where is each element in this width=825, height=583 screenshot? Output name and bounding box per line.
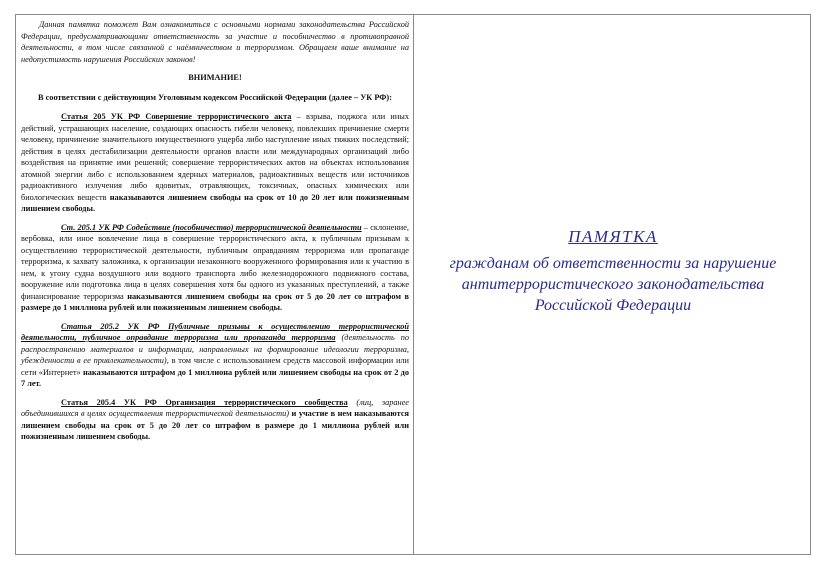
left-panel: [21, 19, 409, 450]
article-body: – склонение, вербовка, или иное вовлечение лица в совершение террористического акта, к публичным призывам к осуществлению террористической деятельности, публичным оправданиям терроризма или пропаганде терроризма, к захвату заложника, к организации незаконного вооруженного формирования или к участию в нем, к угону судна воздушного или водного транспорта либо железнодорожного подвижного состава, вооружение или подготовка лица в целях совершения хотя бы одного из указанных преступлений, а также финансирование терроризма: [21, 222, 409, 301]
cover-subtitle: гражданам об ответственности за нарушение антитеррористического законодательства Российской Федерации: [449, 255, 777, 314]
article-205-2: [21, 321, 409, 390]
article-heading: Статья 205.4 УК РФ Организация террористического сообщества: [61, 397, 348, 407]
article-penalty: наказываются лишением свободы на срок от 10 до 20 лет или пожизненным лишением свободы.: [21, 192, 410, 213]
warning-heading: ВНИМАНИЕ!: [188, 73, 242, 82]
cover-panel: [414, 15, 812, 554]
article-heading: Статья 205 УК РФ Совершение террористического акта: [61, 112, 292, 121]
article-note: (лиц, заранее объединившихся в целях осуществления террористической деятельности): [21, 397, 409, 418]
article-penalty: наказываются лишением свободы на срок от 5 до 20 лет со штрафом в размере до 1 миллиона рублей или пожизненным лишением свободы.: [21, 291, 409, 312]
article-205-1: [21, 222, 409, 314]
article-heading: Ст. 205.1 УК РФ Содействие (пособничество) террористической деятельности: [61, 222, 362, 232]
article-body: – взрыва, поджога или иных действий, устрашающих население, создающих опасность гибели человеку, повлекших причинение смерти человеку, причинение значительного имущественного ущерба либо наступление иных тяжких последствий; действия в целях дестабилизации деятельности органов власти или международных организаций либо воздействия на принятие ими решений; совершение террористических актов на объектах использования атомной энергии либо с использованием ядерных материалов, радиоактивных веществ или источников радиоактивного излучения либо ядовитых, отравляющих, токсичных, опасных химических или биологических веществ: [21, 112, 409, 202]
article-heading: Статья 205.2 УК РФ Публичные призывы к осуществлению террористической деятельности, публичное оправдание терроризма или пропаганда терроризма: [21, 321, 409, 342]
code-subheading: В соответствии с действующим Уголовным кодексом Российской Федерации (далее – УК РФ):: [38, 92, 392, 102]
leaflet-sheet: [15, 14, 811, 555]
article-205: [21, 111, 409, 215]
cover-title: ПАМЯТКА: [568, 227, 658, 246]
article-body: , в том числе с использованием средств массовой информации или сети «Интернет»: [21, 356, 410, 377]
article-205-4: [21, 397, 409, 443]
article-note: (деятельность по распространению материалов и информации, направленных на формирование идеологии терроризма, убежденности в ее привлекательности): [21, 333, 410, 365]
article-penalty: наказываются штрафом до 1 миллиона рублей или лишением свободы на срок от 2 до 7 лет.: [21, 367, 409, 388]
article-penalty: и участие в нем наказываются лишением свободы на срок от 5 до 20 лет со штрафом в размере до 1 миллиона рублей или пожизненным лишением свободы.: [21, 409, 410, 441]
intro-paragraph: Данная памятка поможет Вам ознакомиться с основными нормами законодательства Российской Федерации, предусматривающими ответственность за участие и пособничество в противоправной деятельности, в том числе связанной с наёмничеством и терроризмом. Обращаем ваше внимание на недопустимость нарушения Российских законов!: [21, 20, 409, 64]
